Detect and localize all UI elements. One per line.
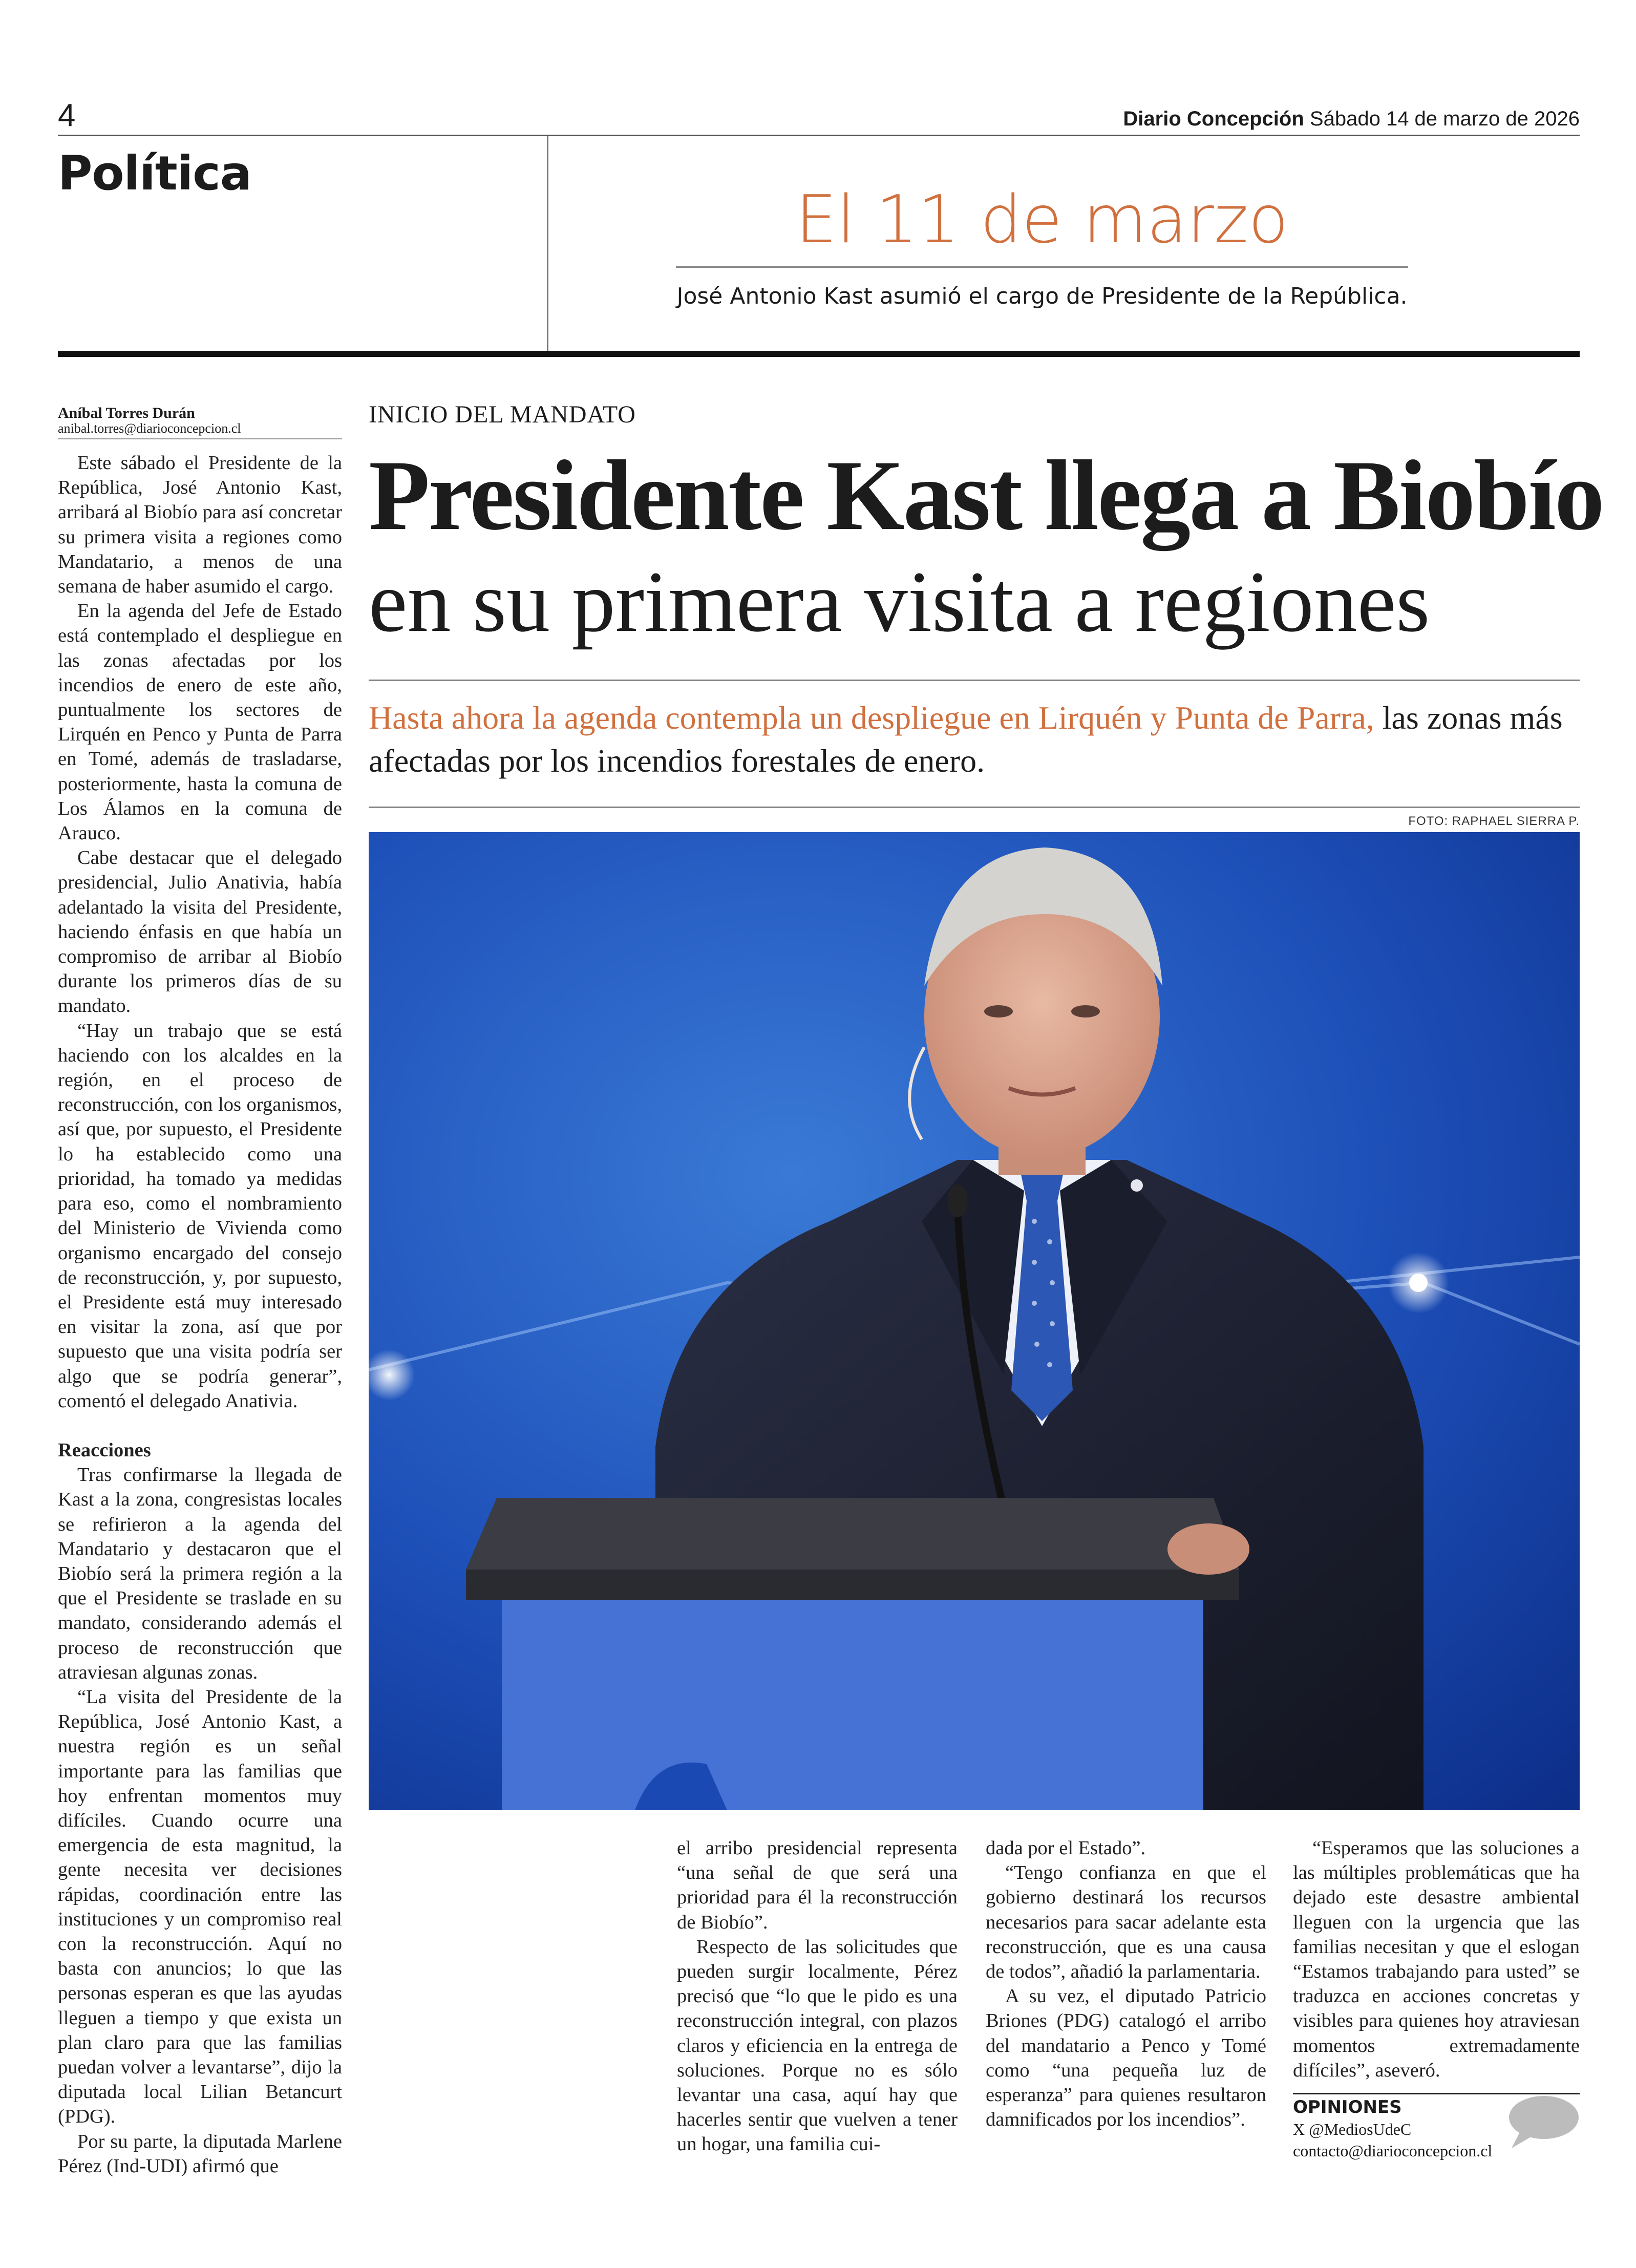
header-divider	[547, 136, 548, 351]
section-title: Política	[58, 146, 251, 201]
article-column-4	[1293, 1836, 1580, 2083]
deck-text: las zonas más afectadas por los incendios forestales de enero.	[369, 700, 1563, 779]
deck-highlight: Hasta ahora la agenda contempla un despliegue en Lirquén y Punta de Parra,	[369, 700, 1374, 736]
paragraph: dada por el Estado”.	[986, 1837, 1146, 1859]
feature-rule	[676, 266, 1408, 268]
paragraph: Respecto de las solicitudes que pueden surgir localmente, Pérez precisó que “lo que le pido es una reconstrucción integral, con plazos claros y eficiencia en la entrega de soluciones. Porque no es sólo levantar una casa, aquí hay que hacerles sentir que vuelven a tener un hogar, una familia cui-	[677, 1936, 958, 2155]
article-photo	[369, 832, 1580, 1810]
article-column-1	[58, 451, 342, 2178]
article-kicker: INICIO DEL MANDATO	[369, 401, 636, 428]
issue-date: Sábado 14 de marzo de 2026	[1309, 108, 1580, 130]
paragraph: Este sábado el Presidente de la República, José Antonio Kast, arribará al Biobío para así concretar su primera visita a regiones como Mandatario, a menos de una semana de haber asumido el cargo.	[58, 452, 342, 598]
photo-credit: FOTO: RAPHAEL SIERRA P.	[1408, 814, 1580, 828]
paragraph: Tras confirmarse la llegada de Kast a la zona, congresistas locales se refirieron a la agenda del Mandatario y destacaron que el Biobío será la primera región a la que el Presidente se traslade en su mandato, considerando además el proceso de reconstrucción que atraviesan algunas zonas.	[58, 1464, 342, 1683]
headline-line-1: Presidente Kast llega a Biobío	[369, 440, 1603, 551]
header-thick-rule	[58, 351, 1580, 357]
feature-title: El 11 de marzo	[795, 182, 1289, 258]
subhead: Reacciones	[58, 1439, 151, 1461]
feature-subtitle: José Antonio Kast asumió el cargo de Presidente de la República.	[676, 283, 1408, 309]
paragraph: “Esperamos que las soluciones a las múltiples problemáticas que ha dejado este desastre ambiental lleguen con la urgencia que las familias necesitan y que el eslogan “Estamos trabajando para usted” se traduzca en acciones concretas y visibles para quienes hoy atraviesan momentos extremadamente difíciles”, aseveró.	[1293, 1837, 1580, 2081]
opiniones-title: OPINIONES	[1293, 2097, 1402, 2117]
article-column-2	[677, 1836, 958, 2157]
paragraph: A su vez, el diputado Patricio Briones (PDG) catalogó el arribo del mandatario a Penco y Tomé como “una pequeña luz de esperanza” para quienes resultaron damnificados por los incendios”.	[986, 1985, 1266, 2131]
newspaper-name: Diario Concepción	[1123, 108, 1304, 130]
paragraph: Por su parte, la diputada Marlene Pérez (Ind-UDI) afirmó que	[58, 2130, 342, 2177]
opiniones-x-handle: X @MediosUdeC	[1293, 2120, 1412, 2138]
paragraph: “Hay un trabajo que se está haciendo con los alcaldes en la región, en el proceso de reconstrucción, con los organismos, así que, por supuesto, el Presidente lo ha establecido como una prioridad, ha tomado ya medidas para eso, como el nombramiento del Ministerio de Vivienda como organismo encargado del consejo de reconstrucción, y, por supuesto, el Presidente está muy interesado en visitar la zona, así que por supuesto que una visita podría ser algo que se podría generar”, comentó el delegado Anativia.	[58, 1020, 342, 1412]
paragraph: “La visita del Presidente de la República, José Antonio Kast, a nuestra región es un señal importante para las familias que hoy enfrentan momentos muy difíciles. Cuando ocurre una emergencia de esta magnitud, la gente necesita ver decisiones rápidas, coordinación entre las instituciones y un compromiso real con la reconstrucción. Aquí no basta con anuncios; lo que las personas esperan es que las ayudas lleguen a tiempo y que exista un plan claro para que las familias puedan volver a levantarse”, dijo la diputada local Lilian Betancurt (PDG).	[58, 1686, 342, 2128]
paragraph: Cabe destacar que el delegado presidencial, Julio Anativia, había adelantado la visita del Presidente, haciendo énfasis en que había un compromiso de arribar al Biobío durante los primeros días de su mandato.	[58, 847, 342, 1017]
opiniones-email: contacto@diarioconcepcion.cl	[1293, 2142, 1493, 2160]
paragraph: “Tengo confianza en que el gobierno destinará los recursos necesarios para sacar adelante esta reconstrucción, que es una causa de todos”, añadió la parlamentaria.	[986, 1862, 1266, 1983]
masthead	[1123, 108, 1580, 131]
byline-author: Aníbal Torres Durán	[58, 405, 195, 421]
paragraph: En la agenda del Jefe de Estado está contemplado el despliegue en las zonas afectadas por los incendios de enero de este año, puntualmente los sectores de Lirquén en Penco y Punta de Parra en Tomé, además de trasladarse, posteriormente, hasta la comuna de Los Álamos en la comuna de Arauco.	[58, 600, 342, 844]
top-rule	[58, 135, 1580, 136]
paragraph: el arribo presidencial representa “una señal de que será una prioridad para él la reconstrucción de Biobío”.	[677, 1837, 958, 1933]
deck-rule-top	[369, 680, 1580, 681]
page-number: 4	[58, 98, 76, 133]
byline-rule	[58, 438, 342, 439]
article-deck	[369, 696, 1580, 782]
byline-email: anibal.torres@diarioconcepcion.cl	[58, 421, 241, 436]
speech-bubble-icon	[1505, 2094, 1580, 2153]
deck-rule-bottom	[369, 807, 1580, 808]
headline-line-2: en su primera visita a regiones	[369, 554, 1430, 650]
article-column-3	[986, 1836, 1266, 2132]
